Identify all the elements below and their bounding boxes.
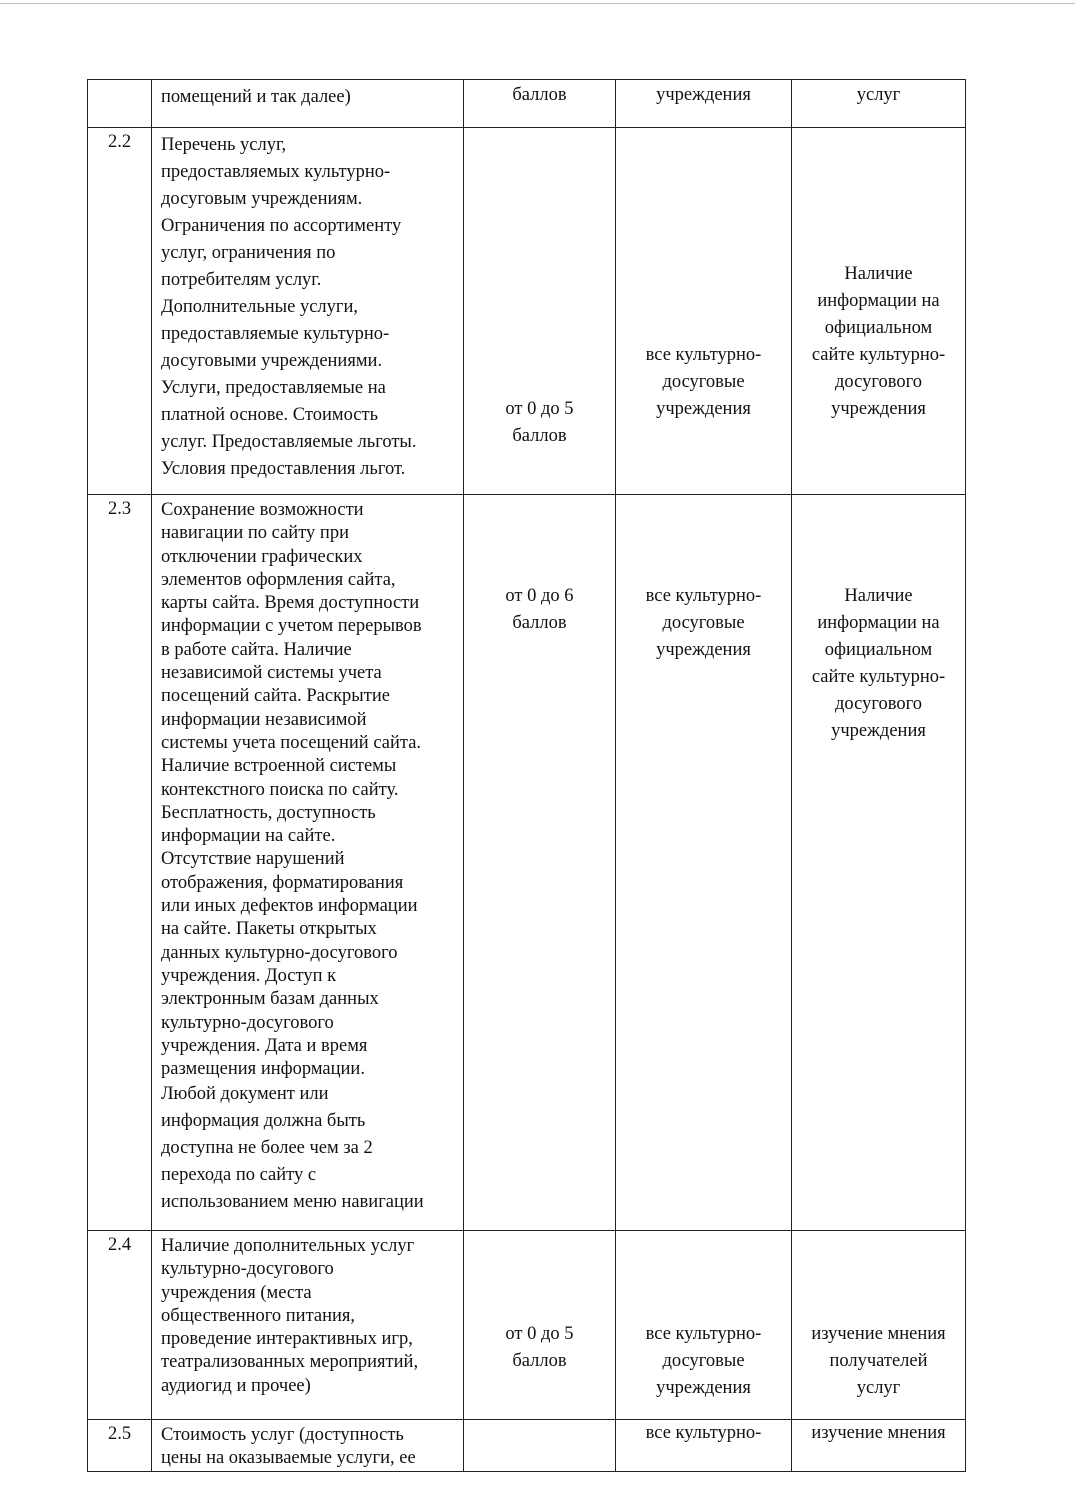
table-row (88, 80, 966, 128)
criterion-description: помещений и так далее) (152, 80, 464, 128)
row-number: 2.2 (88, 128, 152, 495)
criterion-description: Наличие дополнительных услуг культурно-досугового учреждения (места общественного питания, проведение интерактивных игр, театрализованных мероприятий, аудиогид и прочее) (152, 1231, 464, 1420)
institutions: все культурно- (616, 1420, 792, 1472)
criteria-table (87, 79, 966, 1472)
evaluation-method: изучение мнения получателей услуг (792, 1231, 966, 1420)
table-row (88, 1420, 966, 1472)
row-number: 2.3 (88, 495, 152, 1231)
evaluation-method: Наличие информации на официальном сайте культурно- досугового учреждения (792, 128, 966, 495)
table-row (88, 128, 966, 495)
score-range: от 0 до 6 баллов (464, 495, 616, 1231)
row-number: 2.4 (88, 1231, 152, 1420)
score-range (464, 1420, 616, 1472)
row-number: 2.5 (88, 1420, 152, 1472)
score-range: от 0 до 5 баллов (464, 1231, 616, 1420)
criterion-description: Стоимость услуг (доступность цены на оказываемые услуги, ее (152, 1420, 464, 1472)
criterion-description (152, 495, 464, 1231)
criterion-description-tail: Любой документ или информация должна быть доступна не более чем за 2 перехода по сайту с использованием меню навигации (161, 1084, 424, 1213)
page-top-edge (0, 3, 1075, 4)
criterion-description: Перечень услуг, предоставляемых культурно- досуговым учреждениям. Ограничения по ассортименту услуг, ограничения по потребителям услуг. Дополнительные услуги, предоставляемые культурно- досуговыми учреждениями. Услуги, предоставляемые на платной основе. Стоимость услуг. Предоставляемые льготы. Условия предоставления льгот. (152, 128, 464, 495)
table-row (88, 495, 966, 1231)
evaluation-method: Наличие информации на официальном сайте культурно- досугового учреждения (792, 495, 966, 1231)
score-range: от 0 до 5 баллов (464, 128, 616, 495)
institutions: все культурно- досуговые учреждения (616, 1231, 792, 1420)
row-number (88, 80, 152, 128)
evaluation-method: изучение мнения (792, 1420, 966, 1472)
evaluation-method: услуг (792, 80, 966, 128)
table-row (88, 1231, 966, 1420)
score-range: баллов (464, 80, 616, 128)
institutions: учреждения (616, 80, 792, 128)
criterion-description-main: Сохранение возможности навигации по сайту при отключении графических элементов оформления сайта, карты сайта. Время доступности информации с учетом перерывов в работе сайта. Наличие независимой системы учета посещений сайта. Раскрытие информации независимой системы учета посещений сайта. Наличие встроенной системы контекстного поиска по сайту. Бесплатность, доступность информации на сайте. Отсутствие нарушений отображения, форматирования или иных дефектов информации на сайте. Пакеты открытых данных культурно-досугового учреждения. Доступ к электронным базам данных культурно-досугового учреждения. Дата и время размещения информации. (161, 500, 422, 1080)
institutions: все культурно- досуговые учреждения (616, 495, 792, 1231)
institutions: все культурно- досуговые учреждения (616, 128, 792, 495)
